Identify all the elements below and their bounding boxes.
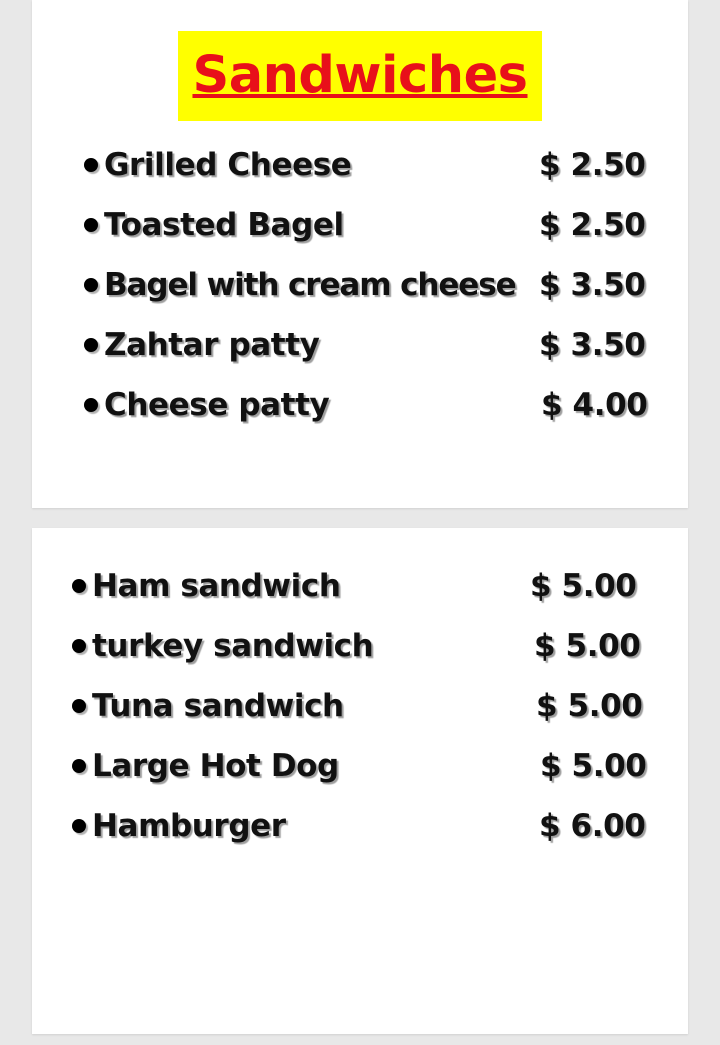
menu-item-price: $ 3.50 [539,327,646,363]
menu-item-name: Zahtar patty [104,327,320,363]
menu-item-name: Grilled Cheese [104,147,352,183]
menu-item-price: $ 2.50 [539,207,646,243]
bullet-icon [72,759,86,773]
bullet-icon [84,398,98,412]
bullet-icon [72,819,86,833]
menu-item-price: $ 5.00 [530,568,637,604]
menu-item-price: $ 5.00 [540,748,647,784]
menu-item [72,556,652,616]
page-title: Sandwiches [192,46,528,105]
menu-item-price: $ 6.00 [539,808,646,844]
menu-item-price: $ 5.00 [536,688,643,724]
menu-item [72,736,652,796]
bullet-icon [72,699,86,713]
menu-item [84,315,664,375]
menu-item-name: turkey sandwich [92,628,374,664]
menu-item-name: Bagel with cream cheese [104,267,516,303]
menu-item-name: Tuna sandwich [92,688,344,724]
bullet-icon [72,579,86,593]
menu-item [84,195,664,255]
bullet-icon [84,218,98,232]
bullet-icon [84,338,98,352]
menu-page-2 [32,528,688,1034]
menu-item [72,676,652,736]
menu-item-name: Hamburger [92,808,286,844]
menu-item-price: $ 4.00 [541,387,648,423]
menu-item [84,375,664,435]
title-highlight [178,31,542,121]
menu-page-1 [32,0,688,508]
bullet-icon [72,639,86,653]
menu-item-name: Ham sandwich [92,568,341,604]
menu-item-price: $ 2.50 [539,147,646,183]
menu-item [72,796,652,856]
menu-item-name: Toasted Bagel [104,207,344,243]
menu-item [84,255,664,315]
menu-item-price: $ 5.00 [534,628,641,664]
menu-item-price: $ 3.50 [539,267,646,303]
menu-item-name: Cheese patty [104,387,330,423]
menu-item-name: Large Hot Dog [92,748,339,784]
menu-item [84,135,664,195]
bullet-icon [84,278,98,292]
menu-item [72,616,652,676]
bullet-icon [84,158,98,172]
